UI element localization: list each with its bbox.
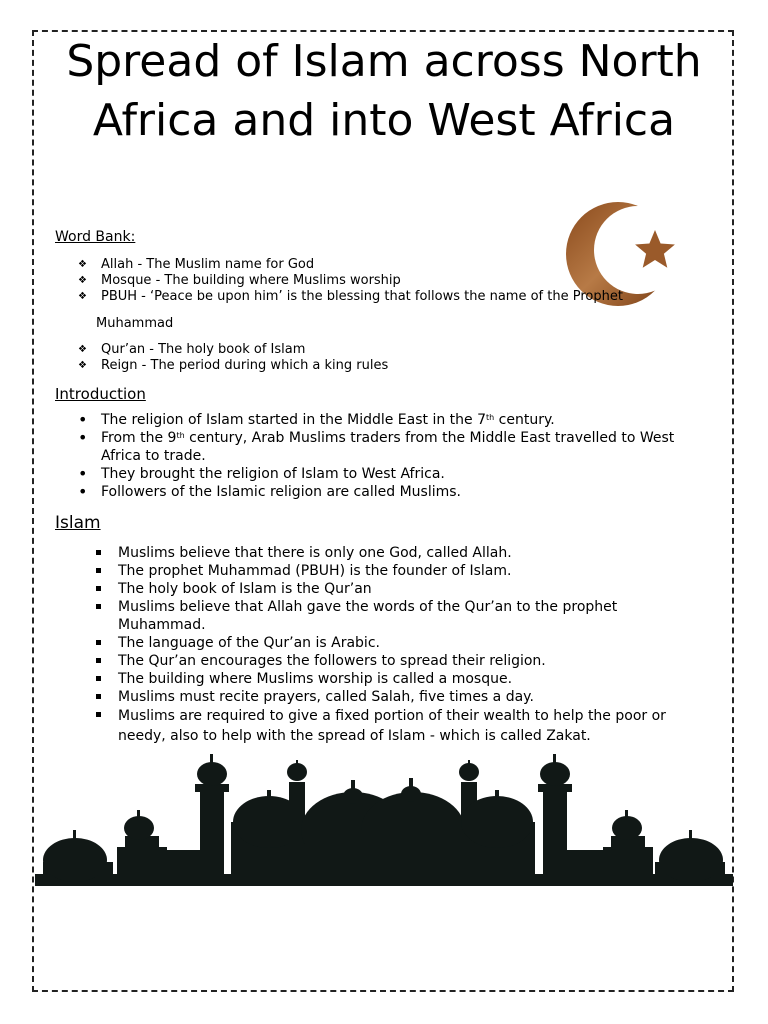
- ordinal-suffix: th: [176, 431, 185, 440]
- list-item: Muslims believe that there is only one God, called Allah.: [95, 544, 695, 562]
- list-item: The Qur’an encourages the followers to spread their religion.: [95, 652, 695, 670]
- list-item: ❖ Qur’an - The holy book of Islam: [76, 342, 388, 358]
- islam-heading: Islam: [55, 513, 101, 533]
- mosque-skyline-image: [35, 752, 733, 886]
- list-item: ❖ Allah - The Muslim name for God: [76, 257, 623, 273]
- intro-text: From the 9: [101, 430, 177, 446]
- list-item: [78, 411, 698, 429]
- intro-text: The religion of Islam started in the Middle East in the 7: [101, 412, 487, 428]
- list-item: ❖ Mosque - The building where Muslims worship: [76, 273, 623, 289]
- islam-list: [95, 544, 695, 746]
- list-item: The building where Muslims worship is called a mosque.: [95, 670, 695, 688]
- word-bank-list: [76, 342, 388, 374]
- list-item: ❖ Reign - The period during which a king rules: [76, 358, 388, 374]
- word-bank-heading: Word Bank:: [55, 229, 136, 245]
- list-item: ❖ PBUH - ‘Peace be upon him’ is the blessing that follows the name of the Prophet: [76, 289, 623, 305]
- list-item: The holy book of Islam is the Qur’an: [95, 580, 695, 598]
- page-title: Spread of Islam across North Africa and into West Africa: [66, 36, 702, 146]
- list-item: Muslims are required to give a fixed portion of their wealth to help the poor or needy, also to help with the spread of Islam - which is called Zakat.: [95, 706, 695, 746]
- list-item: • Followers of the Islamic religion are called Muslims.: [78, 483, 698, 501]
- introduction-heading: Introduction: [55, 385, 146, 403]
- ordinal-suffix: th: [486, 413, 495, 422]
- list-item: Muslims believe that Allah gave the words of the Qur’an to the prophet Muhammad.: [95, 598, 695, 634]
- intro-text: century, Arab Muslims traders from the Middle East travelled to West Africa to trade.: [101, 430, 675, 464]
- list-item: The prophet Muhammad (PBUH) is the founder of Islam.: [95, 562, 695, 580]
- list-item: The language of the Qur’an is Arabic.: [95, 634, 695, 652]
- intro-text: century.: [494, 412, 555, 428]
- introduction-list: [78, 411, 698, 501]
- list-item: • They brought the religion of Islam to West Africa.: [78, 465, 698, 483]
- word-bank-item-continuation: Muhammad: [96, 316, 174, 331]
- list-item: Muslims must recite prayers, called Salah, five times a day.: [95, 688, 695, 706]
- word-bank-list: [76, 257, 623, 305]
- list-item: [78, 429, 698, 465]
